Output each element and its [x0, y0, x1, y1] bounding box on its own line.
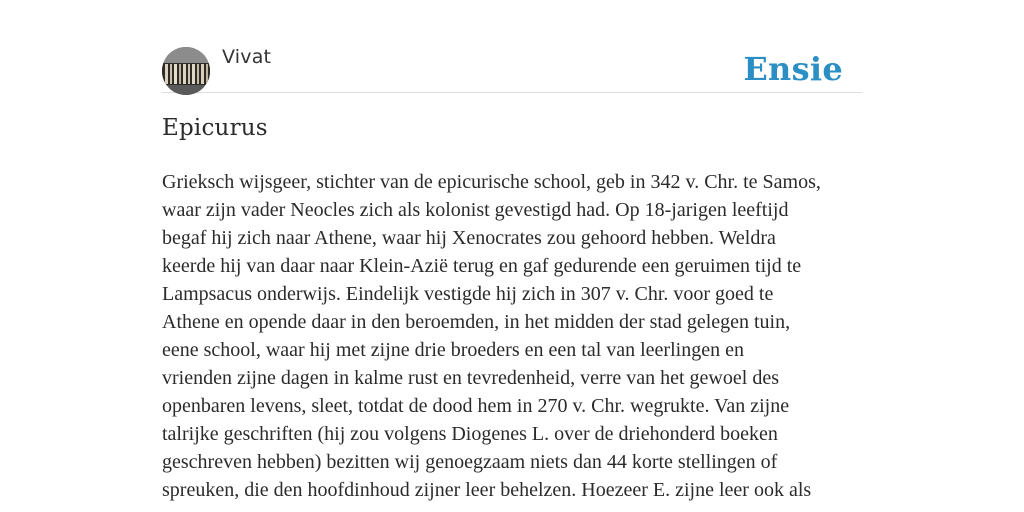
body-line: eene school, waar hij met zijne drie broeders en een tal van leerlingen en	[162, 339, 744, 361]
entry-body	[162, 168, 862, 504]
body-line: openbaren levens, sleet, totdat de dood hem in 270 v. Chr. wegrukte. Van zijne	[162, 395, 790, 417]
body-line: geschreven hebben) bezitten wij genoegzaam niets dan 44 korte stellingen of	[162, 451, 778, 473]
entry-title: Epicurus	[162, 115, 268, 141]
body-line: waar zijn vader Neocles zich als kolonist gevestigd had. Op 18-jarigen leeftijd	[162, 199, 789, 221]
header	[162, 0, 862, 93]
body-line: keerde hij van daar naar Klein-Azië terug en gaf gedurende een geruimen tijd te	[162, 255, 802, 277]
body-line: Athene en opende daar in den beroemden, in het midden der stad gelegen tuin,	[162, 311, 791, 333]
body-line: begaf hij zich naar Athene, waar hij Xenocrates zou gehoord hebben. Weldra	[162, 227, 776, 249]
body-line: vrienden zijne dagen in kalme rust en tevredenheid, verre van het gewoel des	[162, 367, 779, 389]
username[interactable]: Vivat	[222, 46, 272, 68]
body-line: Grieksch wijsgeer, stichter van de epicurische school, geb in 342 v. Chr. te Samos,	[162, 171, 821, 193]
body-line: talrijke geschriften (hij zou volgens Diogenes L. over de driehonderd boeken	[162, 423, 778, 445]
body-line: Lampsacus onderwijs. Eindelijk vestigde hij zich in 307 v. Chr. voor goed te	[162, 283, 774, 305]
brand-logo[interactable]: Ensie	[743, 50, 843, 88]
body-line: spreuken, die den hoofdinhoud zijner leer behelzen. Hoezeer E. zijne leer ook als	[162, 479, 812, 501]
page-container	[162, 0, 862, 501]
user-avatar-icon[interactable]	[162, 47, 210, 95]
